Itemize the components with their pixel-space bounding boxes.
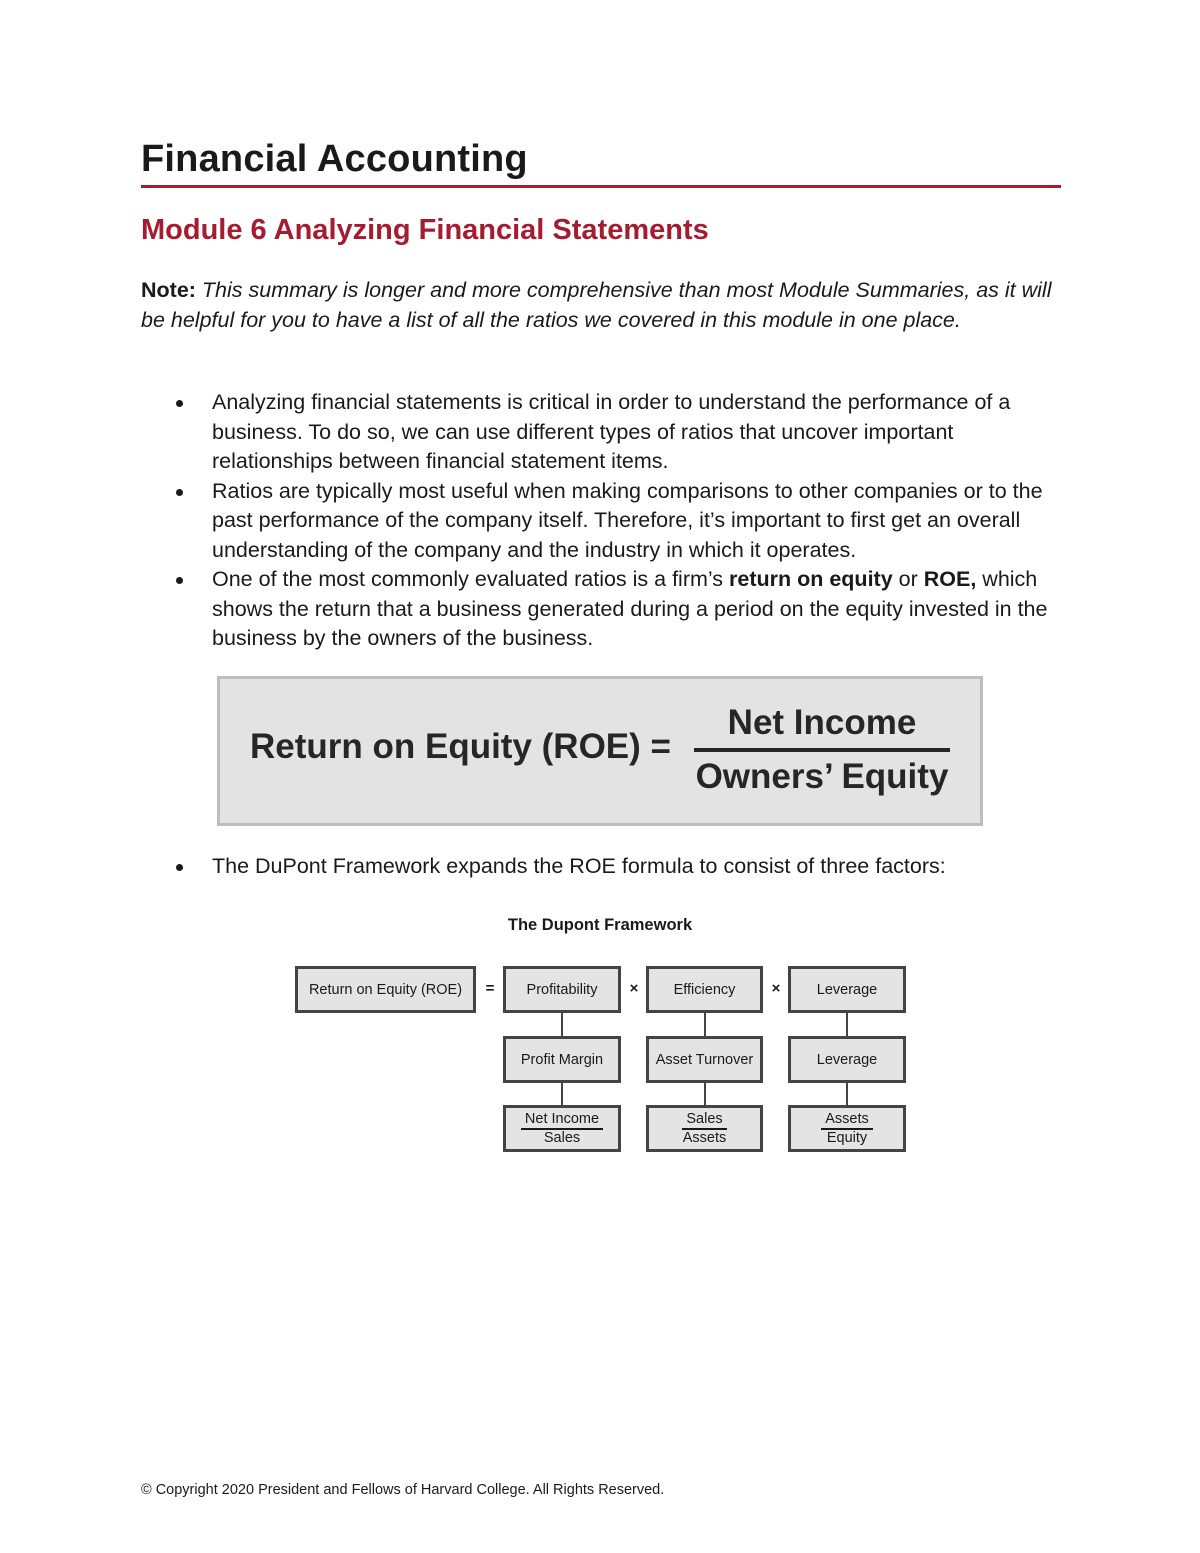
multiply-sign: × <box>629 980 639 997</box>
title-rule <box>141 185 1061 188</box>
bold-term: ROE, <box>923 567 977 591</box>
formula-denominator: Assets <box>682 1129 727 1146</box>
dupont-factor-profitability: Profitability <box>503 966 621 1013</box>
dupont-factor-leverage: Leverage <box>788 966 906 1013</box>
bullet-text: The DuPont Framework expands the ROE formula to consist of three factors: <box>212 854 946 878</box>
summary-bullet-list <box>141 388 1071 654</box>
formula-numerator: Net Income <box>521 1111 603 1130</box>
dupont-factor-efficiency: Efficiency <box>646 966 763 1013</box>
connector-line <box>846 1083 848 1105</box>
roe-denominator: Owners’ Equity <box>695 757 949 796</box>
bullet-text: Ratios are typically most useful when making comparisons to other companies or to the past performance of the company itself. Therefore, it’s important to first get an overall understanding of the company and the industry in which it operates. <box>212 478 1043 562</box>
dupont-formula-profit-margin <box>503 1105 621 1152</box>
bullet-item <box>141 565 1071 654</box>
connector-line <box>704 1013 706 1036</box>
bullet-text: or <box>892 567 924 591</box>
formula-denominator: Sales <box>543 1129 581 1146</box>
connector-line <box>846 1013 848 1036</box>
connector-line <box>704 1083 706 1105</box>
roe-fraction <box>694 703 950 797</box>
equals-sign: = <box>485 980 495 997</box>
bullet-item <box>141 388 1071 477</box>
module-heading: Module 6 Analyzing Financial Statements <box>141 214 709 246</box>
roe-formula-label: Return on Equity (ROE) = <box>250 727 671 766</box>
multiply-sign: × <box>771 980 781 997</box>
dupont-ratio-asset-turnover: Asset Turnover <box>646 1036 763 1083</box>
copyright-footer: © Copyright 2020 President and Fellows of Harvard College. All Rights Reserved. <box>141 1482 665 1498</box>
note-label: Note: <box>141 278 196 302</box>
dupont-formula-leverage <box>788 1105 906 1152</box>
connector-line <box>561 1083 563 1105</box>
dupont-ratio-leverage: Leverage <box>788 1036 906 1083</box>
document-title: Financial Accounting <box>141 138 528 180</box>
dupont-ratio-profit-margin: Profit Margin <box>503 1036 621 1083</box>
formula-numerator: Sales <box>682 1111 726 1130</box>
bullet-text: Analyzing financial statements is critical in order to understand the performance of a business. To do so, we can use different types of ratios that uncover important relationships between financial statement items. <box>212 390 1011 473</box>
dupont-diagram-title: The Dupont Framework <box>507 916 693 934</box>
connector-line <box>561 1013 563 1036</box>
bold-term: return on equity <box>729 567 893 591</box>
roe-formula-box <box>217 676 983 826</box>
dupont-bullet-list <box>141 852 1071 882</box>
note-paragraph <box>141 275 1071 335</box>
formula-numerator: Assets <box>821 1111 873 1130</box>
bullet-text: One of the most commonly evaluated ratios is a firm’s <box>212 567 730 591</box>
dupont-formula-asset-turnover <box>646 1105 763 1152</box>
roe-numerator: Net Income <box>694 703 950 752</box>
note-text: This summary is longer and more comprehensive than most Module Summaries, as it will be helpful for you to have a list of all the ratios we covered in this module in one place. <box>141 278 1052 332</box>
formula-denominator: Equity <box>826 1129 868 1146</box>
bullet-item <box>141 852 1071 882</box>
bullet-text: which shows the return that a business generated during a period on the equity invested in the business by the owners of the business. <box>212 567 1048 650</box>
dupont-roe-box: Return on Equity (ROE) <box>295 966 476 1013</box>
bullet-item <box>141 477 1071 566</box>
